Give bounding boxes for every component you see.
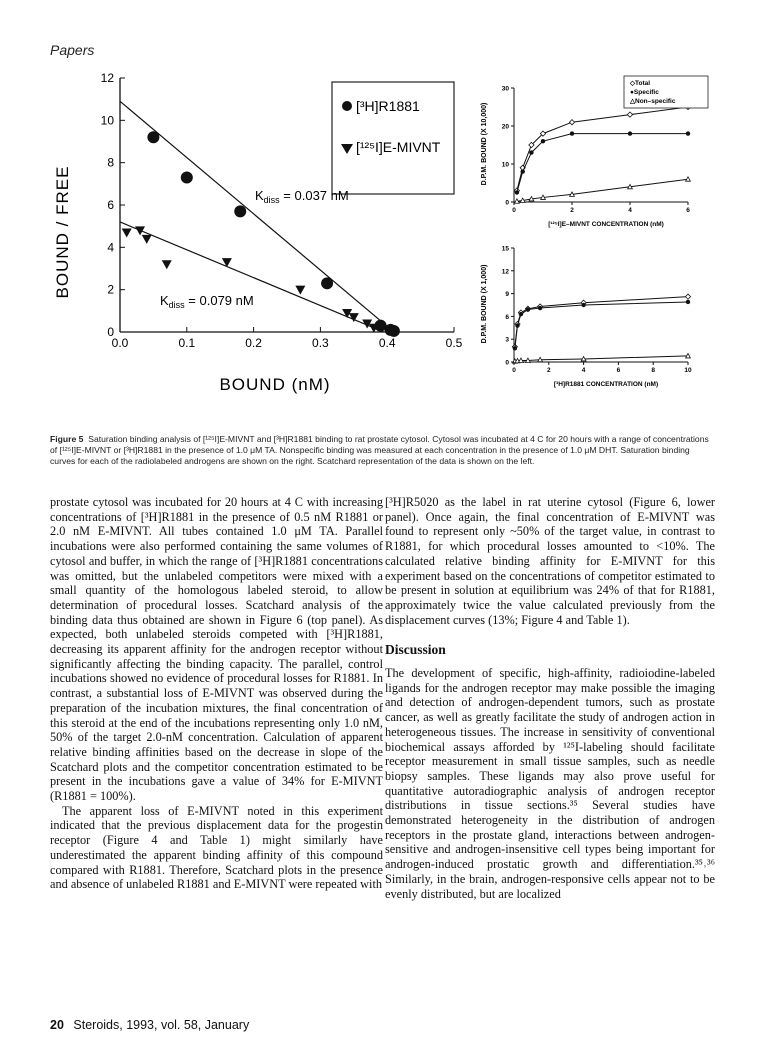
x-tick-label: 0.0: [111, 336, 129, 350]
y-tick-label: 12: [100, 71, 114, 85]
specific-data-point: [628, 131, 632, 135]
x-tick-label: 6: [686, 207, 690, 214]
y-tick-label: 6: [505, 313, 509, 321]
mivnt-data-point: [135, 226, 145, 235]
legend-circle-marker: [342, 101, 352, 111]
specific-data-point: [515, 323, 519, 327]
mivnt-data-point: [295, 286, 305, 295]
total-curve: [517, 107, 688, 191]
page-number: 20: [50, 1018, 64, 1032]
running-header: Papers: [50, 42, 95, 58]
caption-text: Saturation binding analysis of [¹²⁵I]E-MIVNT and [³H]R1881 binding to rat prostate cytosol. Cytosol was incubated at 4 C for 20 hours with a range of concentrations of [¹²⁵I]E-MIVNT or [³H]R1881 in the presence of 1.0 μM TA. Nonspecific binding was measured at each concentration in the presence of 1.0 μM DHT. Saturation binding curves for each of the radiolabeled androgens are shown on the right. Scatchard representation of the data is shown on the left.: [50, 434, 709, 466]
x-tick-label: 8: [651, 367, 656, 374]
mivnt-data-point: [162, 260, 172, 269]
x-tick-label: 2: [546, 367, 551, 374]
specific-data-point: [686, 131, 690, 135]
y-tick-label: 2: [107, 282, 114, 297]
x-tick-label: 4: [628, 207, 632, 214]
total-data-point: [627, 112, 632, 117]
y-tick-label: 0: [505, 199, 509, 207]
legend-label-r1881: [³H]R1881: [356, 98, 420, 114]
paragraph: The development of specific, high-affinity, radioiodine-labeled ligands for the androgen receptor may make possible the imaging and detection of androgen-dependent tumors, such as prostate cancer, as well as greatly facilitate the study of androgen action in heterogeneous tissues. The increase in sensitivity of conventional biochemical assays afforded by ¹²⁵I-labeling should facilitate receptor measurement in small tissue samples, such as needle biopsy samples. These ligands may also prove useful for quantitative autoradiographic analysis of androgen receptor distributions in tissue sections.³⁵ Several studies have demonstrated heterogeneity in the distribution of androgen receptors in the prostate gland, interactions between androgen-sensitive and androgen-insensitive cell types being important for androgen-induced prostatic growth and differentiation.³⁵˒³⁶ Similarly, in the brain, androgen-responsive cells appear not to be evenly distributed, but are localized: [385, 666, 715, 901]
scatchard-x-axis-label: BOUND (nM): [219, 375, 331, 394]
legend-label-mivnt: [¹²⁵I]E-MIVNT: [356, 139, 441, 155]
x-tick-label: 6: [616, 367, 621, 374]
r1881-data-point: [321, 277, 333, 289]
body-column-right: [385, 495, 715, 901]
specific-data-point: [570, 131, 574, 135]
x-tick-label: 0.1: [178, 336, 196, 350]
y-tick-label: 10: [501, 161, 509, 169]
paragraph: [³H]R5020 as the label in rat uterine cytosol (Figure 6, lower panel). Once again, the final concentration of E-MIVNT was found to represent only ~50% of the target value, in contrast to R1881, for which procedural losses amounted to <10%. The calculated relative binding affinity for E-MIVNT for this experiment based on the concentrations of competitor estimated to be present in solution at equilibrium was 24% of that for R1881, approximately twice the value calculated previously from the displacement curves (13%; Figure 4 and Table 1).: [385, 495, 715, 627]
y-tick-label: 4: [107, 240, 114, 255]
x-tick-label: 0: [512, 207, 516, 214]
y-tick-label: 20: [501, 123, 509, 131]
specific-data-point: [538, 306, 542, 310]
y-tick-label: 9: [505, 291, 509, 299]
mivnt-regression-line: [120, 222, 384, 332]
specific-data-point: [526, 307, 530, 311]
kdiss-mivnt-annotation: $K_{diss} = 0.079$ nM: [160, 293, 254, 310]
saturation-top-x-label: [¹²⁵I]E–MIVNT CONCENTRATION (nM): [548, 221, 664, 228]
specific-data-point: [519, 312, 523, 316]
y-tick-label: 8: [107, 155, 114, 170]
specific-data-point: [515, 190, 519, 194]
saturation-bottom-y-label: D.P.M. BOUND (X 1,000): [481, 264, 488, 344]
section-heading: Discussion: [385, 642, 446, 658]
paragraph: The apparent loss of E-MIVNT noted in this experiment indicated that the previous displacement data for the progestin receptor (Figure 4 and Table 1) might similarly have underestimated the apparent binding affinity of this compound compared with R1881. Therefore, Scatchard plots in the presence and absence of unlabeled R1881 and E-MIVNT were repeated with: [50, 803, 383, 892]
specific-data-point: [529, 150, 533, 154]
y-tick-label: 0: [107, 325, 114, 339]
body-column-left: [50, 495, 383, 892]
x-tick-label: 0.3: [312, 336, 329, 350]
specific-data-point: [581, 303, 585, 307]
y-tick-label: 30: [501, 85, 509, 93]
total-data-point: [569, 120, 574, 125]
page-footer: [50, 1018, 249, 1032]
mivnt-data-point: [122, 229, 132, 238]
scatchard-plot: [50, 62, 480, 402]
y-tick-label: 12: [501, 268, 509, 276]
legend-triangle-marker: [341, 144, 353, 154]
x-tick-label: 0: [512, 367, 516, 374]
y-tick-label: 0: [505, 359, 509, 367]
saturation-plot-mivnt: [478, 74, 718, 234]
y-tick-label: 3: [505, 336, 509, 344]
mivnt-data-point: [142, 235, 152, 244]
total-data-point: [685, 294, 690, 299]
x-tick-label: 10: [684, 367, 692, 374]
specific-data-point: [541, 139, 545, 143]
saturation-bottom-x-label: [³H]R1881 CONCENTRATION (nM): [553, 381, 659, 388]
kdiss-r1881-annotation: $K_{diss} = 0.037$ nM: [255, 188, 349, 205]
caption-label: Figure 5: [50, 434, 84, 444]
scatchard-y-axis-label: BOUND / FREE: [53, 165, 72, 299]
legend-specific: ●Specific: [630, 89, 659, 96]
specific-data-point: [686, 300, 690, 304]
y-tick-label: 15: [501, 245, 509, 253]
r1881-data-point: [147, 131, 159, 143]
saturation-top-y-label: D.P.M. BOUND (X 10,000): [481, 102, 488, 186]
x-tick-label: 0.5: [445, 336, 463, 350]
legend-total: ◇Total: [630, 80, 651, 87]
specific-data-point: [513, 346, 517, 350]
x-tick-label: 4: [581, 367, 586, 374]
legend-nonspecific: △Non–specific: [630, 98, 676, 105]
paragraph: prostate cytosol was incubated for 20 hours at 4 C with increasing concentrations of [³H]R1881 in the presence of 0.5 nM R1881 or 2.0 nM E-MIVNT. All tubes contained 1.0 μM TA. Parallel incubations were also performed containing the same volumes of cytosol and buffer, in which the range of [³H]R1881 concentrations was omitted, but the unlabeled competitors were mixed with a small quantity of the homologous labeled steroid, to allow determination of procedural losses. Scatchard analysis of the binding data thus obtained are shown in Figure 6 (top panel). As expected, both unlabeled steroids competed with [³H]R1881, decreasing its apparent affinity for the androgen receptor without significantly affecting the binding capacity. The parallel, control incubations showed no evidence of procedural losses for R1881. In contrast, a substantial loss of E-MIVNT was observed during the preparation of the incubation mixtures, the final concentration of this steroid at the end of the incubations representing only 1.0 nM, 50% of the target 2.0-nM concentration. Calculation of apparent relative binding affinities based on the decrease in slope of the Scatchard plots and the competitor concentration estimated to be present in the incubations gave a value of 34% for E-MIVNT (R1881 = 100%).: [50, 495, 383, 804]
y-tick-label: 6: [107, 198, 114, 212]
specific-data-point: [521, 169, 525, 173]
journal-citation: Steroids, 1993, vol. 58, January: [73, 1018, 250, 1032]
r1881-data-point: [181, 171, 193, 183]
x-tick-label: 0.4: [378, 336, 396, 350]
x-tick-label: 2: [570, 207, 574, 214]
saturation-plot-r1881: [478, 236, 718, 396]
r1881-data-point: [234, 205, 246, 217]
mivnt-data-point: [222, 258, 232, 267]
figure-caption: [50, 434, 714, 467]
x-tick-label: 0.2: [245, 336, 262, 350]
y-tick-label: 10: [100, 113, 114, 128]
